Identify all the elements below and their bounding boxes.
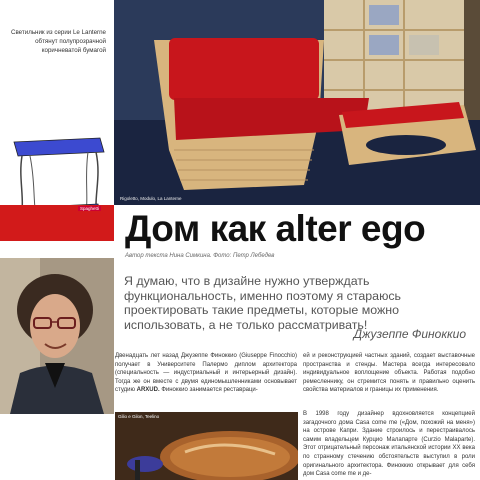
lamp-caption: Светильник из серии Le Lanterne обтянут полупрозрачной коричневатой бумагой [11,29,106,54]
cart-tag: Spaghetti [80,206,100,211]
byline: Автор текста Нина Симкина. Фото: Петр Лебедев [125,253,275,259]
studio-name: ARXUD. [136,387,160,394]
article-title: Дом как alter ego [125,208,426,249]
pull-quote: Я думаю, что в дизайне нужно утверждать функциональность, именно поэтому я стараюсь проектировать такие предметы, которые можно использовать, а не только рассматривать! [124,274,402,332]
table-illustration [115,412,298,480]
body-column-1-tail: Финоккио занимается реставраци- [161,387,258,394]
portrait-illustration [0,258,114,414]
table-photo [115,412,298,480]
room-photo-caption: Rigoletto, Modulo, La Lanterne [120,196,182,201]
room-illustration [114,0,480,205]
designer-portrait [0,258,114,414]
quote-author: Джузеппе Финоккио [353,327,466,341]
body-column-1-text: Двенадцать лет назад Джузеппе Финоккио (Giuseppe Finocchio) получает в Университете Палермо диплом архитектора (специальность — индустриальный и интерьерный дизайн). Тогда же он вместе с двумя единомышленниками основывает студию [115,353,297,394]
body-column-1 [115,352,297,395]
table-photo-caption: Gilio e Gilon, Teelino [118,414,160,419]
room-photo [114,0,480,205]
body-column-3: В 1998 году дизайнер вдохновляется концепцией загадочного дома Casa come me («Дом, похожий на меня») на острове Капри. Здание строилось и перестраивалось самим владельцем Курцио Малапарте (Curzio Malaparte). Этот отрицательный персонаж итальянской истории XX века по странному стечению обстоятельств выступил в роли оригинального архитектора. Финоккио открывает для себя дом Casa come me и де- [303,411,475,478]
body-column-2: ей и реконструкцией частных зданий, создает выставочные пространства и стенды. Мастера всегда интересовало индивидуальное воплощение объекта. Работая подобно ремесленнику, он стремится понять и правильно оценить свойства материалов и границы их применения. [303,353,475,394]
